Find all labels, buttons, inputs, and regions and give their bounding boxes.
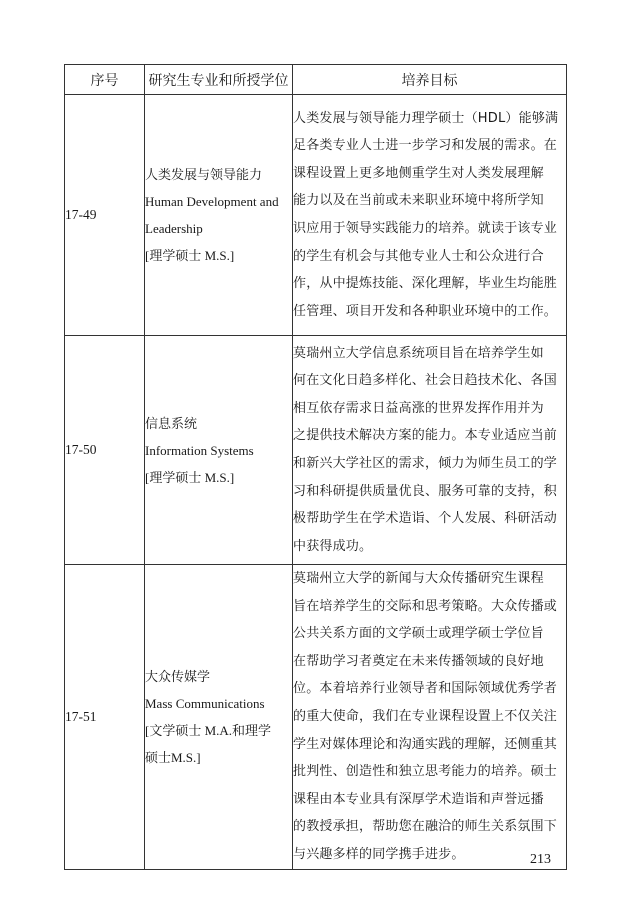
serial-number: 17-49 [65, 95, 145, 336]
goal-line: 人类发展与领导能力理学硕士（HDL）能够满 [293, 110, 559, 126]
goal-line: 课程设置上更多地侧重学生对人类发展理解 [293, 165, 544, 181]
goal-line: 批判性、创造性和独立思考能力的培养。硕士 [293, 764, 558, 780]
goal-line: 之提供技术解决方案的能力。本专业适应当前 [293, 428, 558, 444]
goal-line: 足各类专业人士进一步学习和发展的需求。在 [293, 138, 558, 154]
table-row [65, 95, 567, 336]
goal-line: 相互依存需求日益高涨的世界发挥作用并为 [293, 400, 544, 416]
header-goal: 培养目标 [293, 65, 567, 95]
major-chinese: 大众传媒学 [145, 668, 211, 684]
page-number: 213 [530, 852, 551, 867]
major-chinese: 信息系统 [145, 415, 198, 431]
major-chinese: 人类发展与领导能力 [145, 167, 263, 182]
degree: 硕士M.S.] [145, 749, 201, 765]
goal-line: 旨在培养学生的交际和思考策略。大众传播或 [293, 598, 558, 614]
goal-line: 何在文化日趋多样化、社会日趋技术化、各国 [293, 373, 558, 389]
goal-line: 的教授承担，帮助您在融洽的师生关系氛围下 [293, 819, 558, 835]
goal-line: 任管理、项目开发和各种职业环境中的工作。 [293, 303, 558, 319]
goal-line: 作，从中提炼技能、深化理解，毕业生均能胜 [293, 276, 558, 292]
goal-line: 课程由本专业具有深厚学术造诣和声誉远播 [293, 791, 544, 807]
header-serial: 序号 [65, 65, 145, 95]
goal-line: 莫瑞州立大学信息系统项目旨在培养学生如 [293, 345, 544, 361]
goal-line: 中获得成功。 [293, 538, 373, 554]
major-english: Leadership [145, 221, 203, 236]
major-english: Mass Communications [145, 695, 265, 711]
goal-line: 公共关系方面的文学硕士或理学硕士学位旨 [293, 626, 544, 642]
degree: [文学硕士 M.A.和理学 [145, 722, 272, 738]
goal-line: 的学生有机会与其他专业人士和公众进行合 [293, 248, 544, 264]
major-cell [145, 95, 293, 336]
goal-line: 习和科研提供质量优良、服务可靠的支持，积 [293, 483, 558, 499]
major-cell [145, 565, 293, 870]
goal-line: 在帮助学习者奠定在未来传播领域的良好地 [293, 653, 544, 669]
major-cell [145, 336, 293, 565]
goal-line: 极帮助学生在学术造诣、个人发展、科研活动 [293, 511, 558, 527]
major-english: Human Development and [145, 194, 279, 209]
goal-cell [293, 95, 567, 336]
majors-table [64, 64, 567, 870]
goal-line: 莫瑞州立大学的新闻与大众传播研究生课程 [293, 571, 544, 586]
serial-number: 17-51 [65, 565, 145, 870]
goal-cell [293, 336, 567, 565]
table-row [65, 565, 567, 870]
goal-cell [293, 565, 567, 870]
degree: [理学硕士 M.S.] [145, 469, 235, 485]
table-row [65, 336, 567, 565]
goal-line: 和新兴大学社区的需求，倾力为师生员工的学 [293, 456, 558, 471]
goal-line: 与兴趣多样的同学携手进步。 [293, 846, 465, 862]
major-english: Information Systems [145, 442, 254, 458]
goal-line: 识应用于领导实践能力的培养。就读于该专业 [293, 221, 558, 236]
table-header-row [65, 65, 567, 95]
goal-line: 的重大使命，我们在专业课程设置上不仅关注 [293, 708, 558, 724]
degree: [理学硕士 M.S.] [145, 248, 235, 263]
goal-line: 能力以及在当前或未来职业环境中将所学知 [293, 193, 544, 209]
header-major-degree: 研究生专业和所授学位 [145, 65, 293, 95]
serial-number: 17-50 [65, 336, 145, 565]
goal-line: 位。本着培养行业领导者和国际领域优秀学者 [293, 681, 558, 697]
goal-line: 学生对媒体理论和沟通实践的理解，还侧重其 [293, 736, 558, 752]
